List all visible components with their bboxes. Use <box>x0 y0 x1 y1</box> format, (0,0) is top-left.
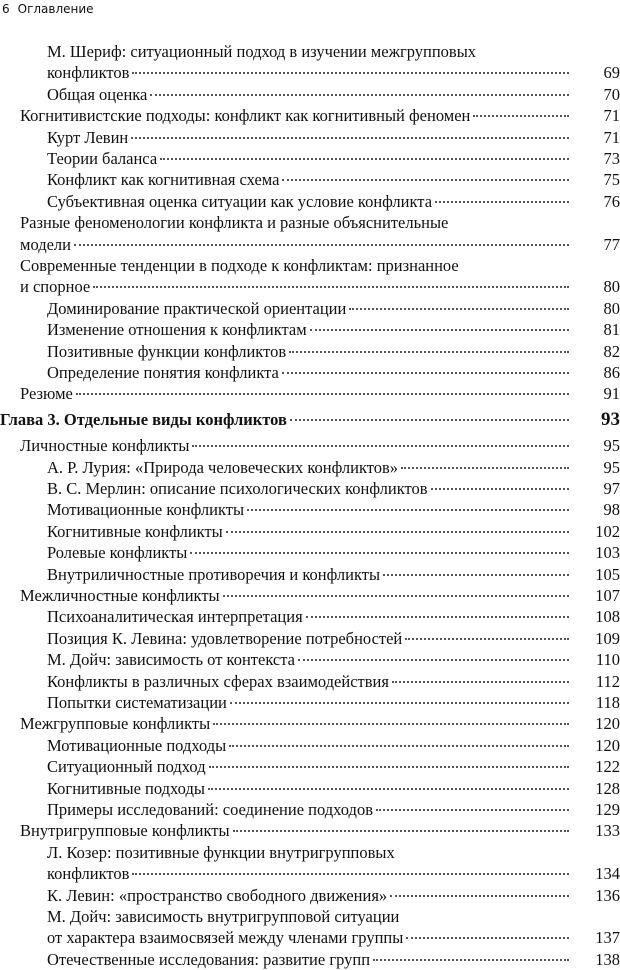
toc-entry-title: Современные тенденции в подходе к конфликтам: признанное <box>20 256 459 275</box>
dot-leader <box>373 959 569 961</box>
toc-entry-title: Конфликт как когнитивная схема <box>47 170 280 190</box>
dot-leader <box>392 681 569 683</box>
dot-leader <box>390 895 569 897</box>
toc-page-number: 137 <box>595 928 620 948</box>
toc-page-number: 77 <box>603 234 620 254</box>
toc-entry-title: Общая оценка <box>47 84 148 104</box>
toc-entry-title: Курт Левин <box>47 127 129 147</box>
toc-page-number: 107 <box>595 586 620 605</box>
toc-page-number: 129 <box>595 800 620 819</box>
dot-leader <box>282 179 569 181</box>
toc-entry-title: Ролевые конфликты <box>47 543 188 563</box>
toc-entry-title: и спорное <box>20 277 91 297</box>
toc-entry-title: М. Шериф: ситуационный подход в изучении межгрупповых <box>47 42 477 61</box>
toc-entry-title: Внутригрупповые конфликты <box>20 821 230 841</box>
toc-page-number: 86 <box>603 363 620 382</box>
toc-entry-title: Резюме <box>20 384 73 404</box>
dot-leader <box>131 137 569 139</box>
toc-entry-title: Мотивационные конфликты <box>47 500 245 520</box>
toc-page-number: 120 <box>595 735 620 755</box>
dot-leader <box>160 158 569 160</box>
toc-entry-title: Доминирование практической ориентации <box>47 298 347 318</box>
toc-entry-title: А. Р. Лурия: «Природа человеческих конфликтов» <box>47 457 399 477</box>
toc-entry-title: конфликтов <box>47 63 130 83</box>
toc-entry-title: Когнитивистские подходы: конфликт как когнитивный феномен <box>20 106 471 126</box>
toc-page-number: 103 <box>595 543 620 563</box>
toc-page-number: 108 <box>595 607 620 627</box>
dot-leader <box>431 488 569 490</box>
dot-leader <box>435 201 569 203</box>
dot-leader <box>74 244 569 246</box>
dot-leader <box>213 723 569 725</box>
toc-page-number: 120 <box>595 714 620 734</box>
toc-entry-title: Межличностные конфликты <box>20 586 220 605</box>
dot-leader <box>289 351 569 353</box>
toc-entry-title: Изменение отношения к конфликтам <box>47 320 307 340</box>
dot-leader <box>282 372 569 374</box>
toc-entry-title: Личностные конфликты <box>20 436 190 456</box>
toc-entry-title: Когнитивные подходы <box>47 778 205 798</box>
page-number: 6 <box>2 2 10 16</box>
toc-entry-title: Межгрупповые конфликты <box>20 714 211 734</box>
toc-page-number: 109 <box>595 628 620 648</box>
toc-entry-title: Позитивные функции конфликтов <box>47 341 287 361</box>
toc-page-number: 71 <box>603 106 620 126</box>
dot-leader <box>229 745 569 747</box>
dot-leader <box>298 659 569 661</box>
toc-page-number: 102 <box>595 521 620 541</box>
dot-leader <box>93 286 569 288</box>
toc-entry-title: М. Дойч: зависимость от контекста <box>47 650 295 670</box>
toc-entry-title: модели <box>20 234 71 254</box>
toc-page-number: 133 <box>595 821 620 841</box>
toc-entry-title: от характера взаимосвязей между членами группы <box>47 928 404 948</box>
toc-entry-title: Конфликты в различных сферах взаимодействия <box>47 671 389 691</box>
dot-leader <box>306 616 569 618</box>
toc-page-number: 118 <box>595 693 620 712</box>
dot-leader <box>230 702 569 704</box>
toc-entry-title: Когнитивные конфликты <box>47 521 223 541</box>
toc-page-number: 98 <box>603 500 620 520</box>
toc-entry-title: Попытки систематизации <box>47 693 227 712</box>
toc-entry-title: Примеры исследований: соединение подходов <box>47 800 373 819</box>
toc-page-number: 105 <box>595 564 620 584</box>
toc-entry-title: Позиция К. Левина: удовлетворение потребностей <box>47 628 403 648</box>
toc-page-number: 82 <box>603 341 620 361</box>
toc-page-number: 76 <box>603 191 620 211</box>
toc-page-number: 110 <box>595 650 620 670</box>
dot-leader <box>473 115 569 117</box>
dot-leader <box>247 509 569 511</box>
toc-page-number: 91 <box>603 384 620 404</box>
dot-leader <box>132 72 569 74</box>
toc-entry-title: Определение понятия конфликта <box>47 363 279 382</box>
toc-entry-title: Внутриличностные противоречия и конфликты <box>47 564 381 584</box>
dot-leader <box>233 830 569 832</box>
toc-entry-title: М. Дойч: зависимость внутригрупповой ситуации <box>47 907 400 926</box>
dot-leader <box>401 467 569 469</box>
toc-page-number: 134 <box>595 864 620 884</box>
toc-page-number: 69 <box>603 63 620 83</box>
toc-page-number: 95 <box>603 436 620 456</box>
toc-entry-title: Ситуационный подход <box>47 757 206 777</box>
toc-page-number: 80 <box>603 298 620 318</box>
dot-leader <box>383 574 569 576</box>
dot-leader <box>192 445 569 447</box>
toc-page-number: 71 <box>603 127 620 147</box>
toc-entry-title: Отечественные исследования: развитие групп <box>47 949 371 969</box>
toc-entry-title: Глава 3. Отдельные виды конфликтов <box>0 409 287 429</box>
dot-leader <box>310 329 569 331</box>
toc-entry-title: В. С. Мерлин: описание психологических конфликтов <box>47 479 428 498</box>
toc-entry-title: Субъективная оценка ситуации как условие конфликта <box>47 191 433 211</box>
dot-leader <box>208 788 569 790</box>
dot-leader <box>76 393 569 395</box>
toc-entry-title: Л. Козер: позитивные функции внутригрупповых <box>47 842 395 862</box>
toc-page-number: 128 <box>595 778 620 798</box>
toc-entry-title: Теории баланса <box>47 149 158 168</box>
dot-leader <box>132 873 569 875</box>
toc-page-number: 75 <box>603 170 620 190</box>
toc-page-number: 93 <box>601 408 620 430</box>
toc-page-number: 97 <box>603 479 620 498</box>
toc-page-number: 122 <box>595 757 620 777</box>
dot-leader <box>150 94 569 96</box>
toc-entry-title: Психоаналитическая интерпретация <box>47 607 303 627</box>
toc-entry-title: Мотивационные подходы <box>47 735 227 755</box>
toc-entry-title: К. Левин: «пространство свободного движения» <box>47 885 388 905</box>
dot-leader <box>405 638 569 640</box>
running-title: Оглавление <box>17 2 94 16</box>
toc-entry-title: конфликтов <box>47 864 130 884</box>
toc-page-number: 95 <box>603 457 620 477</box>
dot-leader <box>226 531 569 533</box>
toc-page-number: 81 <box>603 320 620 340</box>
dot-leader <box>190 552 569 554</box>
toc-entry-title: Разные феноменологии конфликта и разные объяснительные <box>20 213 449 233</box>
dot-leader <box>376 809 569 811</box>
toc-page-number: 112 <box>595 671 620 691</box>
dot-leader <box>209 766 569 768</box>
toc-page-number: 138 <box>595 949 620 969</box>
toc-page-number: 73 <box>603 149 620 168</box>
dot-leader <box>223 595 569 597</box>
running-header <box>2 0 94 18</box>
toc-page-number: 70 <box>603 84 620 104</box>
toc-page-number: 80 <box>603 277 620 297</box>
dot-leader <box>290 419 569 421</box>
dot-leader <box>349 308 569 310</box>
toc-page-number: 136 <box>595 885 620 905</box>
dot-leader <box>406 937 569 939</box>
